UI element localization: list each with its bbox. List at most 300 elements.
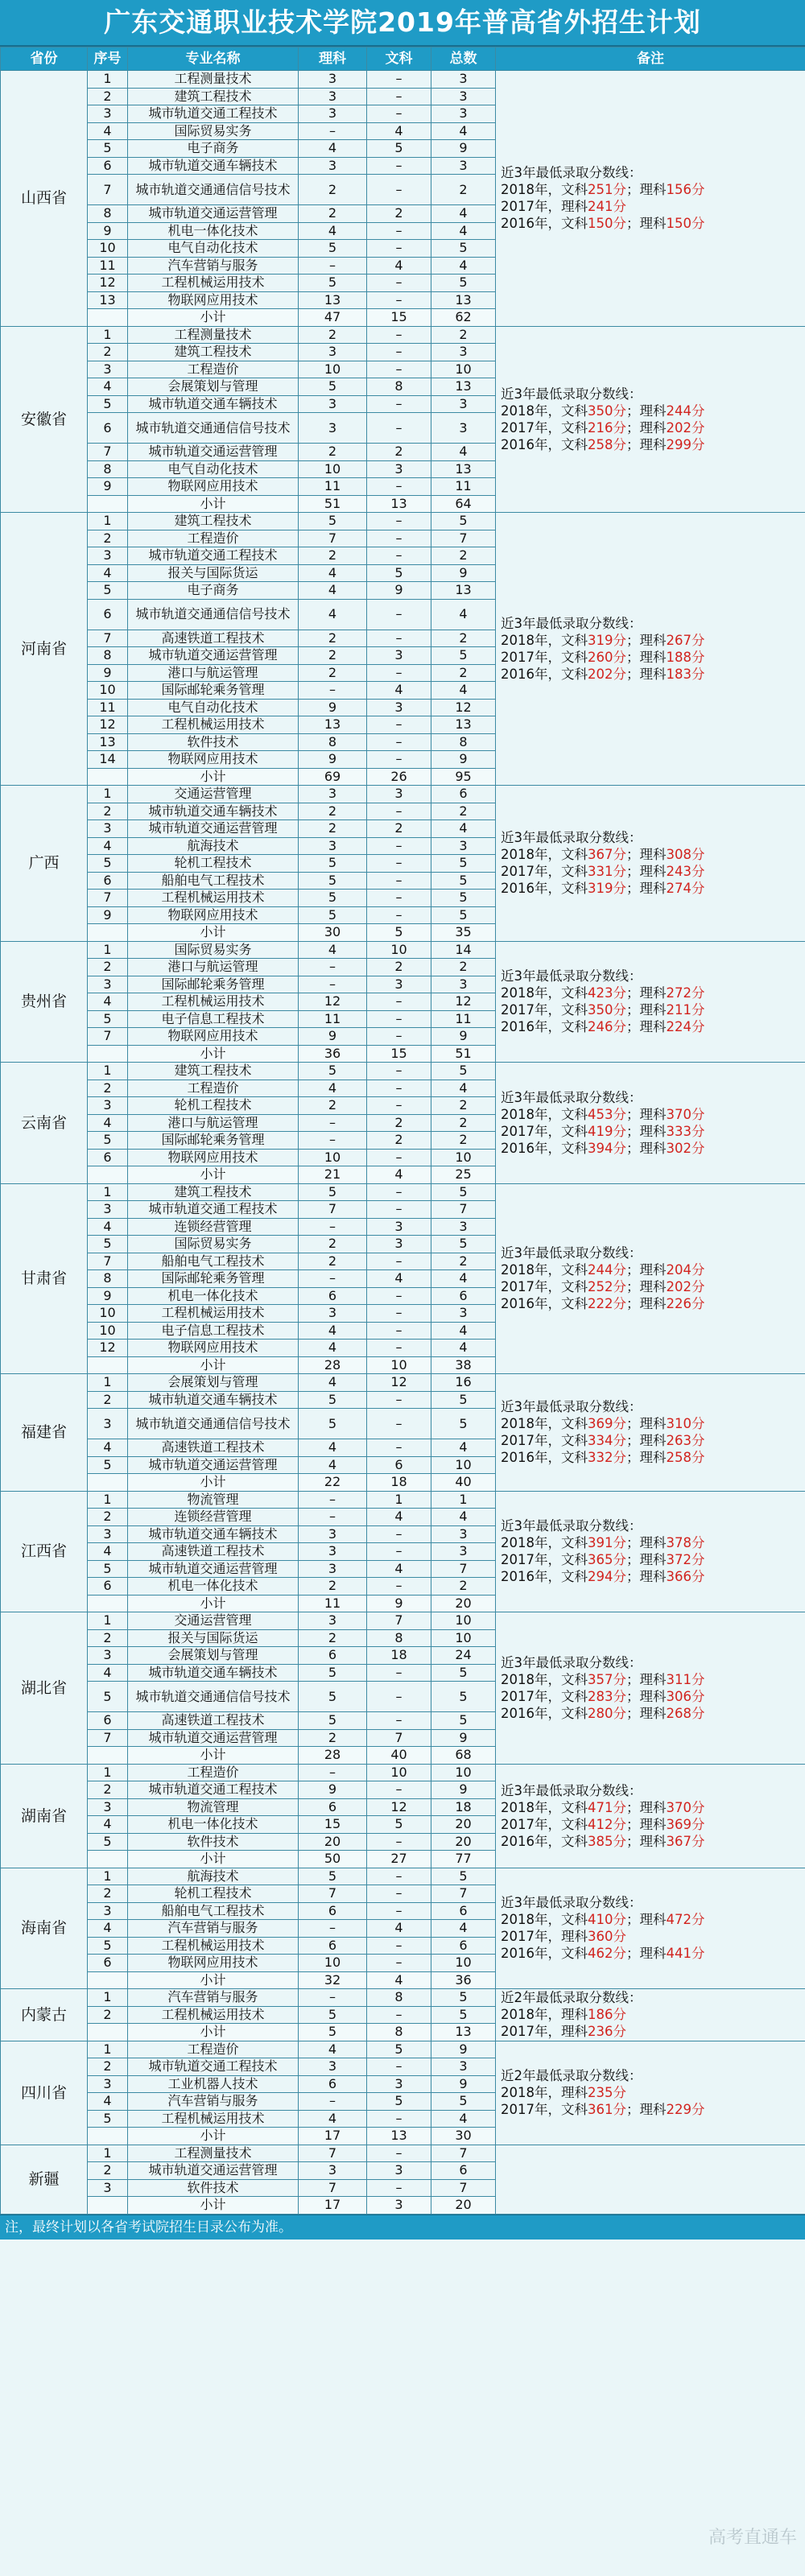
index-cell: 4 [88, 564, 128, 582]
arts-cell: 18 [367, 1647, 431, 1665]
science-cell: 3 [299, 1612, 367, 1630]
science-cell: – [299, 122, 367, 140]
total-cell: 4 [431, 599, 496, 630]
science-cell: 7 [299, 1885, 367, 1903]
score-value: 186分 [588, 2007, 626, 2023]
total-cell: 3 [431, 395, 496, 413]
index-cell: 4 [88, 1218, 128, 1236]
remarks-line [501, 2006, 803, 2023]
total-cell: 13 [431, 378, 496, 396]
score-label: 2018年，文科 [501, 1799, 588, 1815]
total-cell: 25 [431, 1166, 496, 1184]
total-cell: 38 [431, 1356, 496, 1374]
remarks-line [501, 1278, 803, 1295]
total-cell: 1 [431, 1491, 496, 1509]
major-cell: 城市轨道交通车辆技术 [128, 157, 299, 175]
science-cell: 5 [299, 1391, 367, 1409]
science-cell: 3 [299, 88, 367, 105]
science-cell: 2 [299, 444, 367, 461]
major-cell: 小计 [128, 1747, 299, 1765]
science-cell: 2 [299, 175, 367, 205]
remarks-line [501, 181, 803, 198]
major-cell: 小计 [128, 309, 299, 327]
index-cell: 2 [88, 1080, 128, 1097]
score-label: ；理科 [626, 667, 667, 682]
total-cell: 2 [431, 630, 496, 647]
science-cell: 3 [299, 2162, 367, 2180]
score-value: 308分 [666, 847, 705, 863]
score-label: ；理科 [626, 1296, 667, 1312]
score-value: 222分 [588, 1296, 626, 1312]
arts-cell: 8 [367, 1629, 431, 1647]
arts-cell: – [367, 395, 431, 413]
province-cell: 内蒙古 [1, 1989, 88, 2041]
major-cell: 城市轨道交通车辆技术 [128, 395, 299, 413]
score-value: 258分 [588, 436, 626, 452]
score-label: 2017年，理科 [501, 2024, 588, 2040]
arts-cell: 3 [367, 2075, 431, 2093]
province-cell: 山西省 [1, 71, 88, 327]
index-cell: 7 [88, 175, 128, 205]
total-cell: 5 [431, 2006, 496, 2024]
index-cell [88, 1045, 128, 1063]
score-label: ；理科 [626, 1279, 667, 1295]
science-cell: 28 [299, 1356, 367, 1374]
science-cell: 3 [299, 786, 367, 803]
remarks-line [501, 2101, 803, 2118]
remarks-heading: 近3年最低录取分数线： [501, 1895, 642, 1911]
arts-cell: – [367, 1885, 431, 1903]
science-cell: 4 [299, 1080, 367, 1097]
science-cell: 6 [299, 1937, 367, 1955]
major-cell: 高速铁道工程技术 [128, 1543, 299, 1561]
total-cell: 62 [431, 309, 496, 327]
index-cell: 5 [88, 1132, 128, 1150]
total-cell: 4 [431, 222, 496, 240]
total-cell: 18 [431, 1798, 496, 1816]
total-cell: 35 [431, 924, 496, 942]
total-cell: 11 [431, 478, 496, 496]
science-cell: 7 [299, 530, 367, 547]
index-cell: 5 [88, 1833, 128, 1851]
province-cell: 云南省 [1, 1063, 88, 1184]
index-cell [88, 1166, 128, 1184]
arts-cell: – [367, 326, 431, 344]
index-cell: 3 [88, 1647, 128, 1665]
major-cell: 小计 [128, 1356, 299, 1374]
remarks-heading: 近3年最低录取分数线： [501, 1245, 642, 1261]
arts-cell: 4 [367, 682, 431, 700]
score-label: ；理科 [626, 1433, 667, 1449]
score-label: ；理科 [626, 1416, 667, 1432]
major-cell: 工程机械运用技术 [128, 716, 299, 734]
major-cell: 软件技术 [128, 2179, 299, 2197]
remarks-line [501, 1018, 803, 1035]
score-value: 369分 [666, 1816, 705, 1832]
index-cell: 2 [88, 1391, 128, 1409]
arts-cell: – [367, 1543, 431, 1561]
score-label: 2017年，文科 [501, 864, 588, 880]
arts-cell: – [367, 630, 431, 647]
index-cell: 9 [88, 664, 128, 682]
index-cell: 4 [88, 837, 128, 855]
major-cell: 工程机械运用技术 [128, 2110, 299, 2128]
major-cell: 软件技术 [128, 733, 299, 751]
index-cell: 9 [88, 478, 128, 496]
total-cell: 6 [431, 1287, 496, 1305]
major-cell: 物联网应用技术 [128, 291, 299, 309]
science-cell: 5 [299, 378, 367, 396]
score-value: 204分 [666, 1262, 705, 1278]
total-cell: 12 [431, 699, 496, 716]
arts-cell: 2 [367, 1114, 431, 1132]
index-cell: 10 [88, 1322, 128, 1340]
science-cell: 51 [299, 495, 367, 513]
arts-cell: – [367, 513, 431, 530]
total-cell: 5 [431, 1989, 496, 2007]
arts-cell: – [367, 1682, 431, 1712]
science-cell: 10 [299, 361, 367, 378]
score-label: 2018年，文科 [501, 1535, 588, 1551]
arts-cell: – [367, 275, 431, 292]
index-cell: 13 [88, 291, 128, 309]
science-cell: 11 [299, 478, 367, 496]
major-cell: 交通运营管理 [128, 1612, 299, 1630]
arts-cell: – [367, 993, 431, 1011]
total-cell: 4 [431, 1920, 496, 1938]
table-row [1, 1183, 805, 1201]
score-label: ；理科 [626, 1535, 667, 1551]
total-cell: 9 [431, 564, 496, 582]
science-cell: – [299, 1989, 367, 2007]
arts-cell: 9 [367, 1595, 431, 1612]
score-label: 2017年，文科 [501, 1816, 588, 1832]
total-cell: 4 [431, 205, 496, 223]
science-cell: 2 [299, 1578, 367, 1596]
score-label: 2017年，文科 [501, 1688, 588, 1704]
score-label: 2016年，文科 [501, 1296, 588, 1312]
major-cell: 电子信息工程技术 [128, 1010, 299, 1028]
score-label: ；理科 [626, 1912, 667, 1928]
major-cell: 轮机工程技术 [128, 1097, 299, 1115]
arts-cell: – [367, 2110, 431, 2128]
score-value: 310分 [666, 1416, 705, 1432]
major-cell: 国际贸易实务 [128, 122, 299, 140]
arts-cell: – [367, 1253, 431, 1270]
major-cell: 工程机械运用技术 [128, 275, 299, 292]
arts-cell: 3 [367, 647, 431, 665]
major-cell: 高速铁道工程技术 [128, 1439, 299, 1457]
arts-cell: – [367, 599, 431, 630]
major-cell: 小计 [128, 2197, 299, 2215]
arts-cell: 4 [367, 1560, 431, 1578]
science-cell: 32 [299, 1971, 367, 1989]
arts-cell: 8 [367, 2024, 431, 2041]
score-label: 2016年，文科 [501, 667, 588, 682]
major-cell: 城市轨道交通工程技术 [128, 1781, 299, 1799]
major-cell: 建筑工程技术 [128, 88, 299, 105]
arts-cell: 8 [367, 1989, 431, 2007]
arts-cell: – [367, 1010, 431, 1028]
major-cell: 港口与航运管理 [128, 664, 299, 682]
total-cell: 12 [431, 993, 496, 1011]
index-cell: 7 [88, 890, 128, 907]
index-cell: 3 [88, 976, 128, 993]
index-cell: 11 [88, 699, 128, 716]
arts-cell: – [367, 1833, 431, 1851]
score-value: 150分 [588, 216, 626, 232]
index-cell: 6 [88, 157, 128, 175]
score-value: 453分 [588, 1106, 626, 1122]
science-cell: – [299, 1491, 367, 1509]
total-cell: 4 [431, 1080, 496, 1097]
index-cell: 2 [88, 1509, 128, 1526]
index-cell: 3 [88, 1798, 128, 1816]
total-cell: 10 [431, 1955, 496, 1972]
index-cell: 3 [88, 361, 128, 378]
science-cell: – [299, 1114, 367, 1132]
science-cell: 3 [299, 157, 367, 175]
score-label: ；理科 [626, 1140, 667, 1156]
score-value: 350分 [588, 1002, 626, 1018]
total-cell: 4 [431, 444, 496, 461]
major-cell: 工程测量技术 [128, 2145, 299, 2162]
arts-cell: – [367, 1868, 431, 1885]
index-cell: 7 [88, 444, 128, 461]
major-cell: 小计 [128, 2128, 299, 2145]
science-cell: 6 [299, 1647, 367, 1665]
total-cell: 20 [431, 2197, 496, 2215]
science-cell: – [299, 1132, 367, 1150]
major-cell: 高速铁道工程技术 [128, 1712, 299, 1730]
arts-cell: 13 [367, 2128, 431, 2145]
index-cell: 2 [88, 344, 128, 361]
arts-cell: – [367, 716, 431, 734]
score-value: 241分 [588, 199, 626, 215]
score-label: 2018年，理科 [501, 2085, 588, 2100]
score-label: 2017年，文科 [501, 1002, 588, 1018]
total-cell: 9 [431, 2075, 496, 2093]
table-row [1, 513, 805, 530]
header-province: 省份 [1, 47, 88, 71]
table-row [1, 1374, 805, 1392]
total-cell: 6 [431, 1937, 496, 1955]
major-cell: 汽车营销与服务 [128, 2093, 299, 2111]
score-value: 333分 [666, 1123, 705, 1139]
major-cell: 城市轨道交通车辆技术 [128, 1391, 299, 1409]
province-cell: 贵州省 [1, 941, 88, 1063]
major-cell: 物联网应用技术 [128, 751, 299, 769]
index-cell: 4 [88, 1439, 128, 1457]
total-cell: 4 [431, 257, 496, 275]
score-label: 2017年，文科 [501, 1279, 588, 1295]
major-cell: 工程造价 [128, 361, 299, 378]
score-label: ；理科 [626, 1450, 667, 1466]
remarks-line [501, 1816, 803, 1833]
science-cell: 4 [299, 1456, 367, 1474]
science-cell: 20 [299, 1833, 367, 1851]
remarks-cell [496, 1764, 805, 1868]
total-cell: 5 [431, 1682, 496, 1712]
arts-cell: – [367, 1712, 431, 1730]
total-cell: 5 [431, 1712, 496, 1730]
arts-cell: – [367, 1525, 431, 1543]
science-cell: 9 [299, 699, 367, 716]
total-cell: 2 [431, 1097, 496, 1115]
science-cell: 7 [299, 2145, 367, 2162]
major-cell: 城市轨道交通运营管理 [128, 205, 299, 223]
table-row [1, 71, 805, 89]
header-major: 专业名称 [128, 47, 299, 71]
score-label: ；理科 [626, 216, 667, 232]
score-value: 410分 [588, 1912, 626, 1928]
arts-cell: 18 [367, 1474, 431, 1492]
science-cell: 7 [299, 2179, 367, 2197]
score-label: 2018年，文科 [501, 402, 588, 419]
total-cell: 13 [431, 716, 496, 734]
arts-cell: 15 [367, 309, 431, 327]
arts-cell: – [367, 344, 431, 361]
index-cell [88, 924, 128, 942]
science-cell: 22 [299, 1474, 367, 1492]
score-label: 2018年，文科 [501, 985, 588, 1001]
science-cell: 4 [299, 582, 367, 600]
arts-cell: 4 [367, 122, 431, 140]
total-cell: 11 [431, 1010, 496, 1028]
major-cell: 小计 [128, 1851, 299, 1868]
major-cell: 城市轨道交通运营管理 [128, 1729, 299, 1747]
major-cell: 软件技术 [128, 1833, 299, 1851]
remarks-cell [496, 2041, 805, 2145]
arts-cell: 10 [367, 1356, 431, 1374]
arts-cell: 4 [367, 1509, 431, 1526]
arts-cell: – [367, 88, 431, 105]
score-label: ；理科 [626, 1569, 667, 1585]
science-cell: 69 [299, 768, 367, 786]
score-label: ；理科 [626, 1552, 667, 1568]
index-cell: 2 [88, 2058, 128, 2076]
index-cell: 1 [88, 2041, 128, 2058]
major-cell: 航海技术 [128, 1868, 299, 1885]
score-value: 268分 [666, 1705, 705, 1721]
science-cell: 10 [299, 1149, 367, 1166]
score-label: ；理科 [626, 1106, 667, 1122]
index-cell [88, 2128, 128, 2145]
total-cell: 10 [431, 1612, 496, 1630]
total-cell: 3 [431, 1305, 496, 1323]
score-label: 2016年，文科 [501, 1019, 588, 1035]
science-cell: 4 [299, 564, 367, 582]
science-cell: – [299, 976, 367, 993]
total-cell: 4 [431, 820, 496, 838]
arts-cell: 3 [367, 460, 431, 478]
major-cell: 工程造价 [128, 1764, 299, 1781]
major-cell: 工程机械运用技术 [128, 1305, 299, 1323]
arts-cell: 5 [367, 1816, 431, 1834]
index-cell: 4 [88, 1920, 128, 1938]
arts-cell: – [367, 71, 431, 89]
score-label: ；理科 [626, 650, 667, 665]
index-cell [88, 1595, 128, 1612]
science-cell: – [299, 959, 367, 976]
index-cell: 2 [88, 530, 128, 547]
major-cell: 交通运营管理 [128, 786, 299, 803]
arts-cell: – [367, 1201, 431, 1219]
score-value: 280分 [588, 1705, 626, 1721]
score-label: ；理科 [626, 1705, 667, 1721]
total-cell: 6 [431, 1902, 496, 1920]
total-cell: 6 [431, 2162, 496, 2180]
major-cell: 国际邮轮乘务管理 [128, 682, 299, 700]
major-cell: 国际贸易实务 [128, 941, 299, 959]
science-cell: 3 [299, 1543, 367, 1561]
science-cell: 3 [299, 71, 367, 89]
major-cell: 机电一体化技术 [128, 1287, 299, 1305]
science-cell: 5 [299, 855, 367, 873]
remarks-line [501, 1432, 803, 1449]
remarks-heading: 近3年最低录取分数线： [501, 165, 642, 181]
remarks-heading: 近3年最低录取分数线： [501, 968, 642, 985]
major-cell: 物联网应用技术 [128, 1149, 299, 1166]
index-cell: 7 [88, 1729, 128, 1747]
major-cell: 航海技术 [128, 837, 299, 855]
science-cell: 2 [299, 547, 367, 565]
header-index: 序号 [88, 47, 128, 71]
science-cell: 5 [299, 1063, 367, 1080]
remarks-cell [496, 1491, 805, 1612]
remarks-line [501, 1911, 803, 1928]
score-label: 2016年，文科 [501, 216, 588, 232]
science-cell: 3 [299, 344, 367, 361]
total-cell: 20 [431, 1595, 496, 1612]
score-value: 267分 [666, 633, 705, 648]
index-cell: 4 [88, 993, 128, 1011]
major-cell: 城市轨道交通运营管理 [128, 1456, 299, 1474]
score-value: 202分 [666, 419, 705, 436]
arts-cell: 12 [367, 1798, 431, 1816]
index-cell [88, 768, 128, 786]
header-science: 理科 [299, 47, 367, 71]
major-cell: 船舶电气工程技术 [128, 1253, 299, 1270]
major-cell: 港口与航运管理 [128, 959, 299, 976]
arts-cell: 3 [367, 2197, 431, 2215]
arts-cell: – [367, 1955, 431, 1972]
science-cell: 3 [299, 105, 367, 123]
score-label: 2018年，文科 [501, 1106, 588, 1122]
arts-cell: – [367, 175, 431, 205]
remarks-line [501, 1106, 803, 1123]
score-label: ；理科 [626, 1002, 667, 1018]
major-cell: 物流管理 [128, 1798, 299, 1816]
index-cell: 8 [88, 205, 128, 223]
score-value: 360分 [588, 1929, 626, 1945]
arts-cell: 5 [367, 140, 431, 158]
total-cell: 5 [431, 2093, 496, 2111]
science-cell: 10 [299, 1955, 367, 1972]
total-cell: 3 [431, 2058, 496, 2076]
total-cell: 5 [431, 1409, 496, 1439]
score-label: 2018年，理科 [501, 2007, 588, 2023]
major-cell: 物联网应用技术 [128, 1955, 299, 1972]
major-cell: 电子信息工程技术 [128, 1322, 299, 1340]
arts-cell: 5 [367, 2093, 431, 2111]
arts-cell: 12 [367, 1374, 431, 1392]
index-cell: 1 [88, 1612, 128, 1630]
total-cell: 9 [431, 1781, 496, 1799]
arts-cell: – [367, 890, 431, 907]
science-cell: 4 [299, 140, 367, 158]
arts-cell: – [367, 1183, 431, 1201]
